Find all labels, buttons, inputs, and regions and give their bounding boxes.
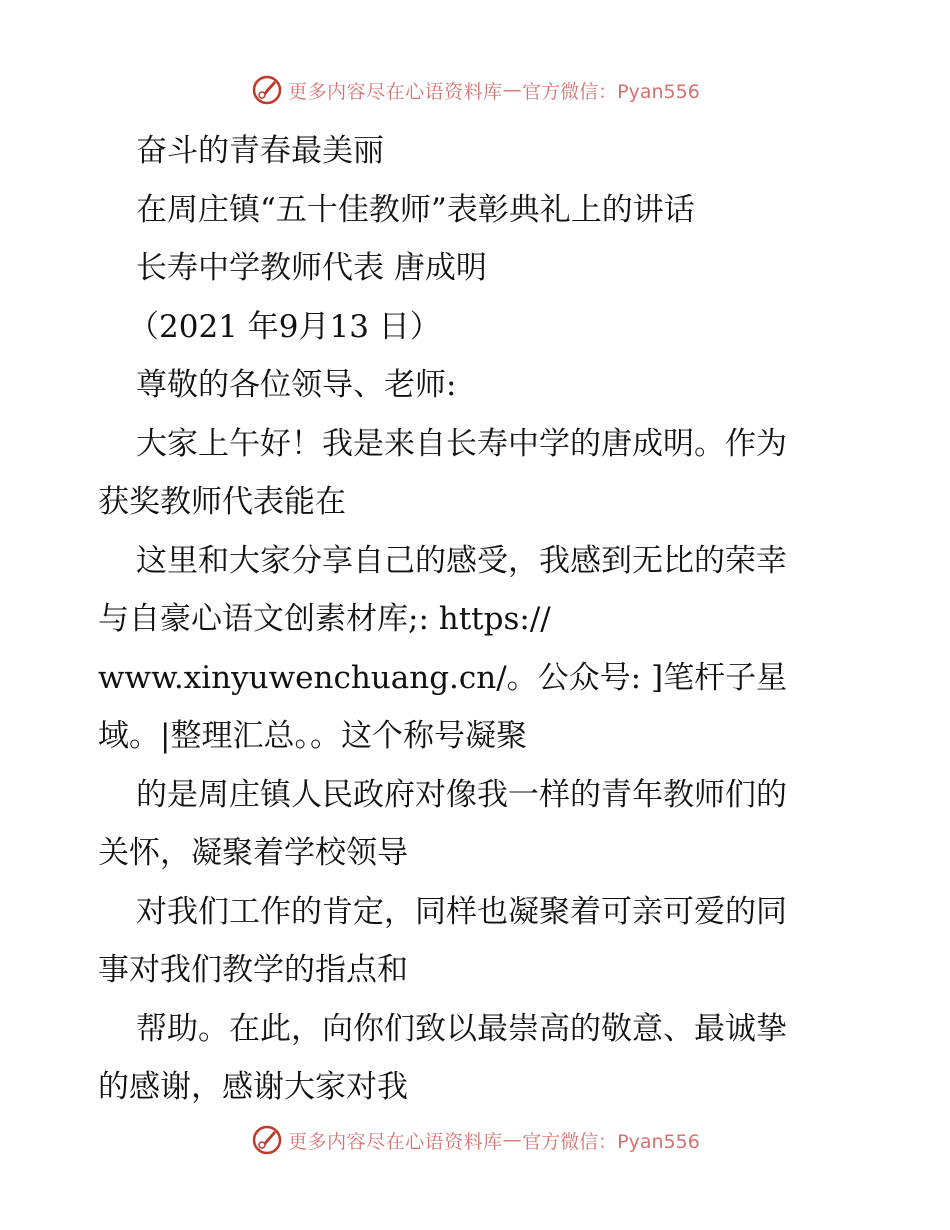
banner-separator: — xyxy=(502,79,523,101)
paragraph-line: www.xinyuwenchuang.cn/。公众号: ]笔杆子星 xyxy=(98,659,788,696)
paragraph-line: 事对我们教学的指点和 xyxy=(98,952,408,988)
banner-wechat-text: 官方微信：Pyan556 xyxy=(522,1130,700,1153)
document-body xyxy=(98,122,858,1117)
paragraph-line: 与自豪心语文创素材库;: https:// xyxy=(98,601,551,637)
paragraph-line: 大家上午好！我是来自长寿中学的唐成明。作为 xyxy=(136,425,787,462)
paragraph-line: 对我们工作的肯定，同样也凝聚着可亲可爱的同 xyxy=(136,893,787,930)
document-title: 奋斗的青春最美丽 xyxy=(136,133,384,169)
paragraph-line: 的感谢，感谢大家对我 xyxy=(98,1069,408,1105)
footer-banner xyxy=(0,1120,950,1160)
paragraph-line: 域。|整理汇总。。这个称号凝聚 xyxy=(98,718,527,754)
quill-circle-logo-icon xyxy=(250,73,284,107)
quill-circle-logo-icon xyxy=(250,1123,284,1157)
paragraph-line: 的是周庄镇人民政府对像我一样的青年教师们的 xyxy=(136,776,787,813)
paragraph-line: 关怀，凝聚着学校领导 xyxy=(98,835,408,871)
paragraph-line: 帮助。在此，向你们致以最崇高的敬意、最诚挚 xyxy=(136,1010,787,1047)
document-subtitle: 在周庄镇“五十佳教师”表彰典礼上的讲话 xyxy=(136,191,695,228)
banner-separator: — xyxy=(502,1129,523,1151)
document-date: （2021 年9月13 日） xyxy=(128,308,441,345)
document-salutation: 尊敬的各位领导、老师: xyxy=(136,367,457,403)
header-banner xyxy=(0,70,950,110)
paragraph-line: 这里和大家分享自己的感受，我感到无比的荣幸 xyxy=(136,542,787,579)
banner-wechat-text: 官方微信：Pyan556 xyxy=(522,80,700,103)
banner-site-text: 更多内容尽在心语资料库 xyxy=(288,80,503,103)
document-author: 长寿中学教师代表 唐成明 xyxy=(136,250,487,286)
paragraph-line: 获奖教师代表能在 xyxy=(98,484,346,520)
banner-site-text: 更多内容尽在心语资料库 xyxy=(288,1130,503,1153)
